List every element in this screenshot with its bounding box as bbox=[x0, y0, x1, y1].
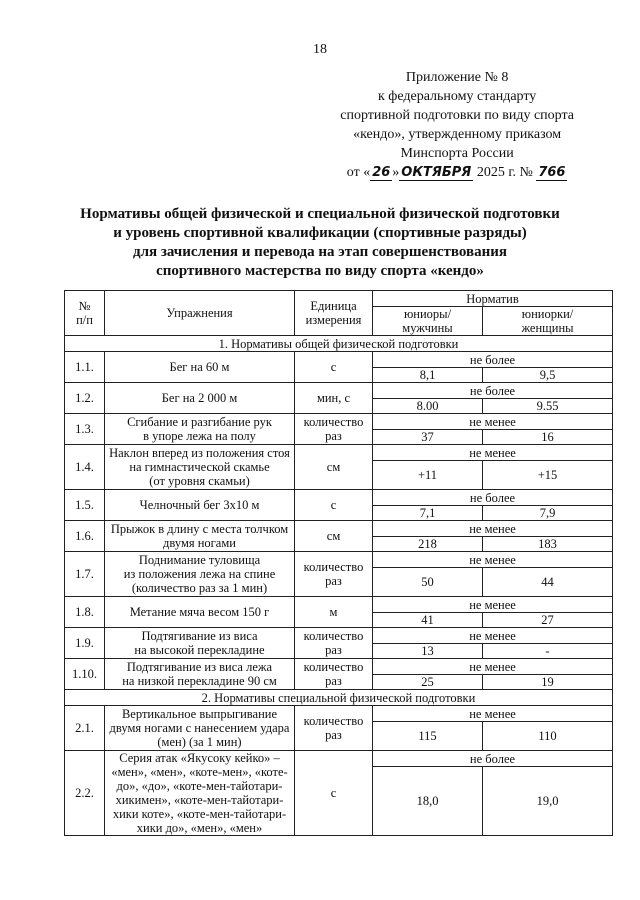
cell-line: Сгибание и разгибание рук bbox=[127, 415, 272, 429]
row-number: 1.7. bbox=[65, 552, 105, 597]
cell-line: количество bbox=[303, 660, 364, 674]
appendix-line: спортивной подготовки по виду спорта bbox=[340, 108, 574, 123]
row-condition: не менее bbox=[373, 414, 613, 430]
cell-line: из положения лежа на спине bbox=[123, 567, 276, 581]
appendix-block bbox=[340, 68, 574, 182]
cell-line: Бег на 60 м bbox=[169, 360, 230, 374]
value-juniors-w: 9.55 bbox=[483, 399, 613, 414]
cell-line: двумя ногами bbox=[163, 536, 236, 550]
row-number: 1.9. bbox=[65, 628, 105, 659]
title-line: для зачисления и перевода на этап совершенствования bbox=[133, 244, 507, 260]
row-exercise bbox=[105, 383, 295, 414]
value-juniors-m: 218 bbox=[373, 537, 483, 552]
row-condition: не менее bbox=[373, 706, 613, 722]
table-row bbox=[65, 706, 613, 722]
row-exercise bbox=[105, 659, 295, 690]
cell-line: хикимен», «коте-мен-тайотари- bbox=[115, 793, 284, 807]
row-exercise bbox=[105, 490, 295, 521]
section-row bbox=[65, 690, 613, 706]
cell-line: до», «до», «коте-мен-тайотари- bbox=[116, 779, 283, 793]
cell-line: количество bbox=[303, 560, 364, 574]
row-number: 1.1. bbox=[65, 352, 105, 383]
row-unit bbox=[295, 751, 373, 836]
cell-line: на высокой перекладине bbox=[134, 643, 265, 657]
appendix-line: Приложение № 8 bbox=[405, 70, 509, 85]
date-prefix: от « bbox=[346, 165, 371, 180]
order-date-line bbox=[340, 163, 574, 182]
table-row bbox=[65, 552, 613, 568]
cell-line: Серия атак «Якусоку кейко» – bbox=[119, 751, 280, 765]
page-number: 18 bbox=[313, 42, 327, 57]
cell-line: Бег на 2 000 м bbox=[161, 391, 238, 405]
row-condition: не более bbox=[373, 352, 613, 368]
header-unit: Единица измерения bbox=[295, 291, 373, 336]
cell-line: раз bbox=[325, 429, 342, 443]
row-condition: не более bbox=[373, 383, 613, 399]
cell-line: количество bbox=[303, 629, 364, 643]
value-juniors-m: 25 bbox=[373, 675, 483, 690]
row-exercise bbox=[105, 628, 295, 659]
table-row bbox=[65, 352, 613, 368]
header-juniors-m: юниоры/ мужчины bbox=[373, 307, 483, 336]
header-num: № п/п bbox=[65, 291, 105, 336]
cell-line: с bbox=[330, 498, 337, 512]
order-year: 2025 г. № bbox=[476, 165, 533, 180]
cell-line: с bbox=[330, 360, 337, 374]
table-row bbox=[65, 521, 613, 537]
value-juniors-w: 44 bbox=[483, 568, 613, 597]
title-line: и уровень спортивной квалификации (спортивные разряды) bbox=[113, 225, 527, 241]
header-juniors-w: юниорки/ женщины bbox=[483, 307, 613, 336]
table-row bbox=[65, 628, 613, 644]
cell-line: хики до», «мен», «мен» bbox=[136, 821, 263, 835]
norms-table bbox=[64, 290, 613, 836]
row-exercise bbox=[105, 352, 295, 383]
cell-line: см bbox=[326, 460, 341, 474]
row-number: 1.2. bbox=[65, 383, 105, 414]
table-row bbox=[65, 751, 613, 767]
cell-line: Поднимание туловища bbox=[138, 553, 261, 567]
row-exercise bbox=[105, 521, 295, 552]
value-juniors-w: 19,0 bbox=[483, 767, 613, 836]
section-row bbox=[65, 336, 613, 352]
row-exercise bbox=[105, 445, 295, 490]
row-condition: не менее bbox=[373, 659, 613, 675]
appendix-line: Минспорта России bbox=[400, 146, 514, 161]
cell-line: с bbox=[330, 786, 337, 800]
header-exercise: Упражнения bbox=[105, 291, 295, 336]
row-number: 1.8. bbox=[65, 597, 105, 628]
row-exercise bbox=[105, 751, 295, 836]
cell-line: количество bbox=[303, 415, 364, 429]
appendix-line: «кендо», утвержденному приказом bbox=[353, 127, 562, 142]
value-juniors-w: 7,9 bbox=[483, 506, 613, 521]
order-month: ОКТЯБРЯ bbox=[401, 165, 472, 180]
cell-line: (от уровня скамьи) bbox=[149, 474, 250, 488]
value-juniors-m: 8,1 bbox=[373, 368, 483, 383]
row-condition: не менее bbox=[373, 521, 613, 537]
value-juniors-m: 8.00 bbox=[373, 399, 483, 414]
row-unit bbox=[295, 414, 373, 445]
value-juniors-m: +11 bbox=[373, 461, 483, 490]
row-unit bbox=[295, 352, 373, 383]
row-unit bbox=[295, 659, 373, 690]
row-unit bbox=[295, 383, 373, 414]
cell-line: Прыжок в длину с места толчком bbox=[110, 522, 289, 536]
cell-line: Подтягивание из виса лежа bbox=[126, 660, 273, 674]
value-juniors-m: 7,1 bbox=[373, 506, 483, 521]
table-row bbox=[65, 445, 613, 461]
row-condition: не менее bbox=[373, 628, 613, 644]
row-unit bbox=[295, 445, 373, 490]
cell-line: на низкой перекладине 90 см bbox=[122, 674, 277, 688]
cell-line: Метание мяча весом 150 г bbox=[129, 605, 270, 619]
row-unit bbox=[295, 521, 373, 552]
cell-line: количество bbox=[303, 714, 364, 728]
row-unit bbox=[295, 628, 373, 659]
cell-line: двумя ногами с нанесением удара bbox=[109, 721, 290, 735]
row-condition: не менее bbox=[373, 445, 613, 461]
order-number: 766 bbox=[538, 165, 566, 180]
value-juniors-w: - bbox=[483, 644, 613, 659]
cell-line: см bbox=[326, 529, 341, 543]
cell-line: Вертикальное выпрыгивание bbox=[121, 707, 278, 721]
value-juniors-w: 16 bbox=[483, 430, 613, 445]
cell-line: на гимнастической скамье bbox=[129, 460, 270, 474]
cell-line: раз bbox=[325, 643, 342, 657]
row-exercise bbox=[105, 706, 295, 751]
cell-line: в упоре лежа на полу bbox=[143, 429, 256, 443]
value-juniors-w: 183 bbox=[483, 537, 613, 552]
cell-line: раз bbox=[325, 674, 342, 688]
cell-line: раз bbox=[325, 728, 342, 742]
cell-line: «мен», «мен», «коте-мен», «коте- bbox=[111, 765, 288, 779]
value-juniors-w: 19 bbox=[483, 675, 613, 690]
value-juniors-w: 27 bbox=[483, 613, 613, 628]
row-exercise bbox=[105, 597, 295, 628]
value-juniors-w: 110 bbox=[483, 722, 613, 751]
row-number: 1.6. bbox=[65, 521, 105, 552]
row-condition: не более bbox=[373, 490, 613, 506]
cell-line: м bbox=[329, 605, 338, 619]
row-number: 1.10. bbox=[65, 659, 105, 690]
header-norm: Норматив bbox=[373, 291, 613, 307]
cell-line: Подтягивание из виса bbox=[141, 629, 258, 643]
row-exercise bbox=[105, 552, 295, 597]
title-line: спортивного мастерства по виду спорта «кендо» bbox=[156, 263, 484, 279]
table-row bbox=[65, 597, 613, 613]
row-exercise bbox=[105, 414, 295, 445]
row-number: 1.4. bbox=[65, 445, 105, 490]
cell-line: хики коте», «коте-мен-тайотари- bbox=[112, 807, 287, 821]
cell-line: (мен) (за 1 мин) bbox=[157, 735, 242, 749]
value-juniors-w: +15 bbox=[483, 461, 613, 490]
value-juniors-m: 13 bbox=[373, 644, 483, 659]
value-juniors-m: 115 bbox=[373, 722, 483, 751]
row-number: 1.5. bbox=[65, 490, 105, 521]
row-number: 2.1. bbox=[65, 706, 105, 751]
header-row bbox=[65, 291, 613, 307]
section-title: 1. Нормативы общей физической подготовки bbox=[65, 336, 613, 352]
row-unit bbox=[295, 490, 373, 521]
value-juniors-m: 41 bbox=[373, 613, 483, 628]
table-row bbox=[65, 414, 613, 430]
row-number: 1.3. bbox=[65, 414, 105, 445]
appendix-line: к федеральному стандарту bbox=[377, 89, 537, 104]
row-number: 2.2. bbox=[65, 751, 105, 836]
row-condition: не менее bbox=[373, 552, 613, 568]
row-condition: не более bbox=[373, 751, 613, 767]
table-row bbox=[65, 490, 613, 506]
row-condition: не менее bbox=[373, 597, 613, 613]
row-unit bbox=[295, 597, 373, 628]
title-line: Нормативы общей физической и специальной физической подготовки bbox=[80, 206, 560, 222]
value-juniors-m: 18,0 bbox=[373, 767, 483, 836]
value-juniors-m: 37 bbox=[373, 430, 483, 445]
table-row bbox=[65, 383, 613, 399]
row-unit bbox=[295, 706, 373, 751]
section-title: 2. Нормативы специальной физической подготовки bbox=[65, 690, 613, 706]
cell-line: раз bbox=[325, 574, 342, 588]
table-row bbox=[65, 659, 613, 675]
cell-line: Челночный бег 3x10 м bbox=[139, 498, 260, 512]
cell-line: мин, с bbox=[316, 391, 351, 405]
row-unit bbox=[295, 552, 373, 597]
value-juniors-w: 9,5 bbox=[483, 368, 613, 383]
date-mid: » bbox=[392, 165, 400, 180]
cell-line: (количество раз за 1 мин) bbox=[131, 581, 268, 595]
value-juniors-m: 50 bbox=[373, 568, 483, 597]
order-day: 26 bbox=[372, 165, 391, 180]
document-title bbox=[0, 205, 640, 281]
cell-line: Наклон вперед из положения стоя bbox=[109, 446, 290, 460]
